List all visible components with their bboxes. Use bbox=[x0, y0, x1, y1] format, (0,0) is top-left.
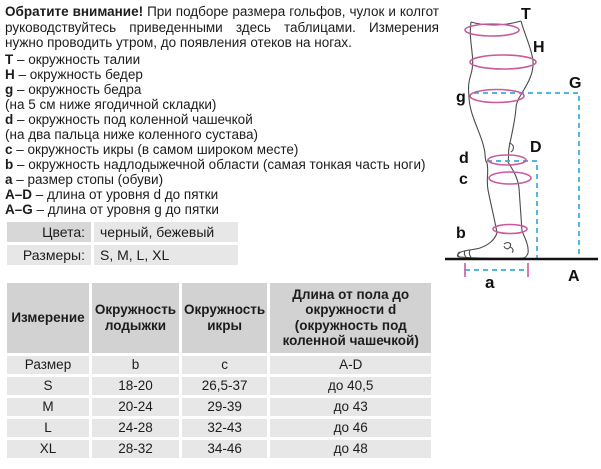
table-cell: 18-20 bbox=[92, 377, 179, 395]
big-toe bbox=[458, 252, 460, 257]
intro-paragraph bbox=[5, 4, 439, 51]
definition-line: g – окружность бедра bbox=[5, 81, 142, 97]
header-length: Длина от пола до окружности d (окружность под коленной чашечкой) bbox=[270, 283, 431, 353]
table-cell: L bbox=[7, 419, 89, 437]
definition-line: (на 5 см ниже ягодичной складки) bbox=[5, 96, 217, 112]
table-cell: 32-43 bbox=[182, 419, 267, 437]
table-row-xl bbox=[7, 440, 431, 458]
table-cell: до 40,5 bbox=[270, 377, 431, 395]
sizes-label: Размеры: bbox=[7, 245, 91, 265]
leg-outline-right bbox=[508, 21, 533, 231]
table-cell: 26,5-37 bbox=[182, 377, 267, 395]
table-cell: 34-46 bbox=[182, 440, 267, 458]
table-cell: до 43 bbox=[270, 398, 431, 416]
sizing-table bbox=[4, 280, 434, 461]
table-cell: до 48 bbox=[270, 440, 431, 458]
definition-line: H – окружность бедер bbox=[5, 66, 143, 82]
header-ankle: Окружность лодыжки bbox=[92, 283, 179, 353]
table-row-s bbox=[7, 377, 431, 395]
ellipse-T-waist bbox=[465, 24, 519, 36]
definition-line: d – окружность под коленной чашечкой bbox=[5, 111, 253, 127]
diagram-label-D: D bbox=[530, 139, 542, 156]
ellipse-d-below-knee bbox=[488, 155, 526, 165]
header-measurement: Измерение bbox=[7, 283, 89, 353]
header-calf: Окружность икры bbox=[182, 283, 267, 353]
ellipse-H-hips bbox=[470, 55, 536, 69]
table-cell: b bbox=[92, 356, 179, 374]
diagram-label-d: d bbox=[459, 150, 469, 167]
diagram-label-A: A bbox=[568, 268, 580, 285]
table-subheader-row bbox=[7, 356, 431, 374]
leg-outline-left bbox=[469, 22, 498, 233]
table-cell: 24-28 bbox=[92, 419, 179, 437]
leg-measurement-diagram bbox=[440, 0, 601, 300]
foot-heel bbox=[522, 231, 528, 258]
sizes-value: S, M, L, XL bbox=[94, 245, 238, 265]
text-content bbox=[5, 4, 439, 461]
diagram-label-a: a bbox=[485, 273, 495, 292]
diagram-label-T: T bbox=[521, 6, 531, 23]
intro-rest: При подборе размера гольфов, чулок и колгот руководствуйтесь приведенными здесь таблицами. Измерения нужно проводить утром, до появления отеков на ногах. bbox=[5, 4, 439, 50]
definition-line: A–D – длина от уровня d до пятки bbox=[5, 186, 219, 202]
guide-lines-group bbox=[465, 93, 579, 270]
diagram-label-G: G bbox=[569, 75, 582, 92]
toe-line bbox=[464, 251, 466, 257]
ellipse-c-calf bbox=[489, 172, 531, 184]
ellipse-g-thigh bbox=[470, 90, 524, 103]
colors-label: Цвета: bbox=[7, 222, 91, 242]
table-cell: M bbox=[7, 398, 89, 416]
ankle-bone-flick bbox=[510, 247, 513, 253]
table-cell: A-D bbox=[270, 356, 431, 374]
table-cell: Размер bbox=[7, 356, 89, 374]
table-cell: до 46 bbox=[270, 419, 431, 437]
definition-line: T – окружность талии bbox=[5, 51, 141, 67]
table-cell: 20-24 bbox=[92, 398, 179, 416]
table-header-row bbox=[7, 283, 431, 353]
diagram-label-H: H bbox=[533, 39, 545, 56]
table-cell: c bbox=[182, 356, 267, 374]
definition-line: a – размер стопы (обуви) bbox=[5, 171, 164, 187]
definition-line: (на два пальца ниже коленного сустава) bbox=[5, 126, 258, 142]
definition-line: c – окружность икры (в самом широком месте) bbox=[5, 141, 299, 157]
table-cell: 29-39 bbox=[182, 398, 267, 416]
toe-line bbox=[469, 250, 471, 257]
table-cell: 28-32 bbox=[92, 440, 179, 458]
measurement-definitions bbox=[5, 52, 439, 217]
table-row-l bbox=[7, 419, 431, 437]
definition-line: A–G – длина от уровня g до пятки bbox=[5, 201, 219, 217]
table-row-m bbox=[7, 398, 431, 416]
diagram-label-g: g bbox=[456, 89, 466, 106]
ankle-bone-line bbox=[504, 243, 511, 249]
table-cell: S bbox=[7, 377, 89, 395]
table-cell: XL bbox=[7, 440, 89, 458]
intro-bold: Обратите внимание! bbox=[5, 4, 144, 19]
definition-line: b – окружность надлодыжечной области (самая тонкая часть ноги) bbox=[5, 156, 426, 172]
options-table bbox=[4, 219, 241, 268]
colors-row bbox=[7, 222, 238, 242]
diagram-label-b: b bbox=[456, 225, 466, 242]
colors-value: черный, бежевый bbox=[94, 222, 238, 242]
sizes-row bbox=[7, 245, 238, 265]
diagram-label-c: c bbox=[459, 171, 468, 188]
